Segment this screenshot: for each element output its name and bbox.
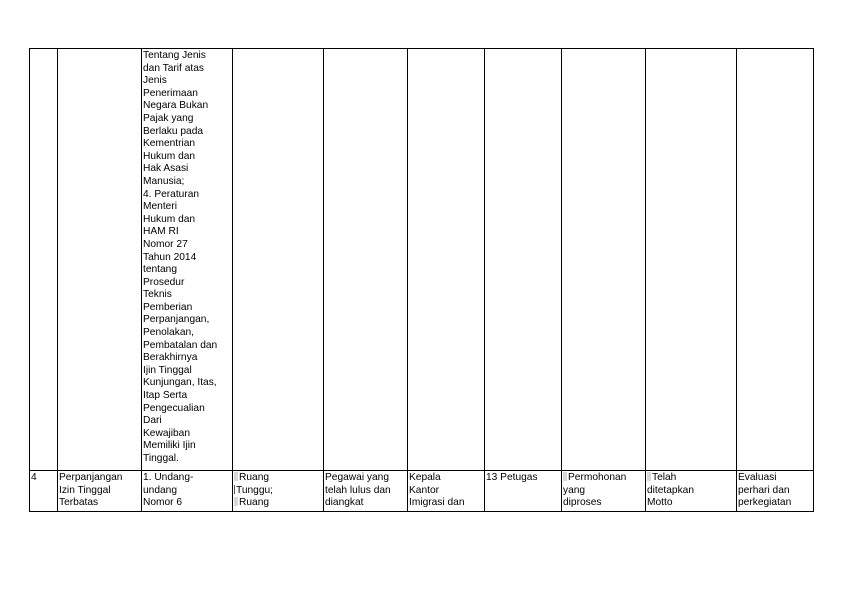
cell-legal-basis: Tentang Jenis dan Tarif atas Jenis Penerimaan Negara Bukan Pajak yang Berlaku pada Kementrian Hukum dan Hak Asasi Manusia; 4. Peraturan Menteri Hukum dan HAM RI Nomor 27 Tahun 2014 tentang Prosedur Teknis Pemberian Perpanjangan, Penolakan, Pembatalan dan Berakhirnya Ijin Tinggal Kunjungan, Itas, Itap Serta Pengecualian Dari Kewajiban Memiliki Ijin Tinggal. <box>142 49 233 471</box>
cell-facility <box>233 471 324 512</box>
cell-staff: 13 Petugas <box>485 471 562 512</box>
table-row-4 <box>30 471 814 512</box>
cell-guarantee <box>562 49 646 471</box>
facility-line-1: Ruang <box>239 472 270 483</box>
cell-evaluation <box>737 49 814 471</box>
table-row-continued <box>30 49 814 471</box>
bullet-icon <box>647 472 651 481</box>
cell-assurance <box>646 49 737 471</box>
facility-line-2: Tunggu; <box>236 484 274 496</box>
assurance-line-2: ditetapkan Motto <box>647 484 695 509</box>
cell-service: Perpanjangan Izin Tinggal Terbatas <box>58 471 142 512</box>
guarantee-line-2: yang diproses <box>563 484 602 509</box>
cell-supervision: Kepala Kantor Imigrasi dan <box>408 471 485 512</box>
cell-guarantee <box>562 471 646 512</box>
cell-facility <box>233 49 324 471</box>
bullet-icon <box>234 485 235 494</box>
cell-staff <box>485 49 562 471</box>
cell-supervision <box>408 49 485 471</box>
assurance-line-1: Telah <box>652 472 677 483</box>
cell-service <box>58 49 142 471</box>
guarantee-line-1: Permohonan <box>568 472 627 483</box>
bullet-icon <box>563 472 567 481</box>
cell-competence: Pegawai yang telah lulus dan diangkat <box>324 471 408 512</box>
cell-evaluation: Evaluasi perhari dan perkegiatan <box>737 471 814 512</box>
facility-line-3: Ruang <box>239 497 270 509</box>
bullet-icon <box>234 497 238 506</box>
cell-no <box>30 49 58 471</box>
bullet-icon <box>234 472 238 481</box>
cell-competence <box>324 49 408 471</box>
cell-legal-basis: 1. Undang- undang Nomor 6 <box>142 471 233 512</box>
cell-no: 4 <box>30 471 58 512</box>
service-standard-table <box>29 48 814 512</box>
cell-assurance <box>646 471 737 512</box>
